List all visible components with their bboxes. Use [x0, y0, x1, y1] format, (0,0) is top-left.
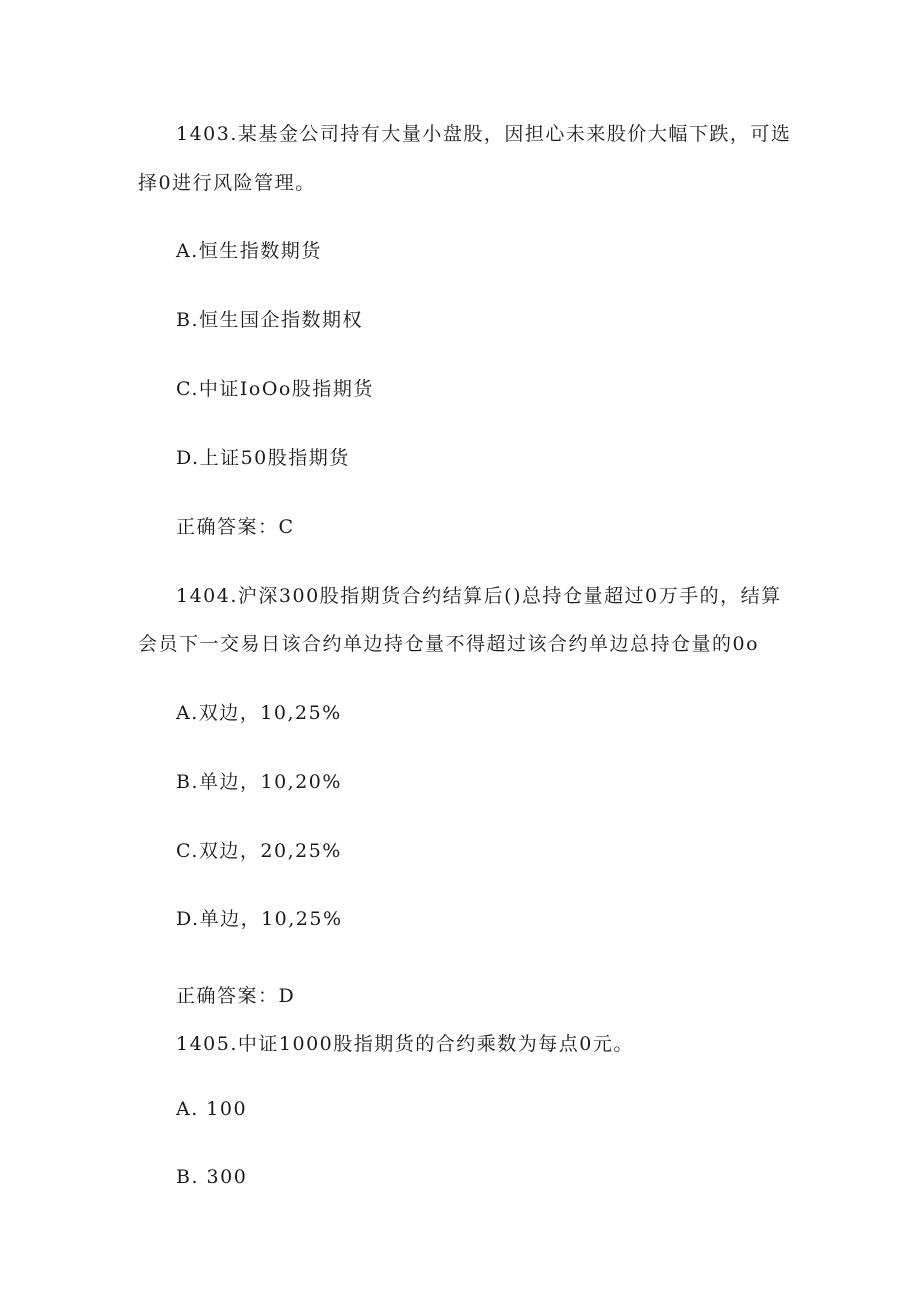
question-1403-stem-line2: 择0进行风险管理。: [138, 172, 316, 194]
question-1404-option-b: B.单边，10,20%: [176, 771, 342, 793]
question-1403-option-b: B.恒生国企指数期权: [176, 309, 364, 331]
question-1404-option-d: D.单边，10,25%: [176, 908, 343, 930]
question-1405-option-b: B. 300: [176, 1166, 248, 1188]
question-1404-option-c: C.双边，20,25%: [176, 840, 342, 862]
question-1404-stem-line2: 会员下一交易日该合约单边持仓量不得超过该合约单边总持仓量的0o: [138, 633, 760, 655]
question-1404-option-a: A.双边，10,25%: [176, 702, 342, 724]
question-1405-option-a: A. 100: [176, 1098, 248, 1120]
question-1404-answer: 正确答案：D: [176, 985, 296, 1007]
question-1404-stem-line1: 1404.沪深300股指期货合约结算后()总持仓量超过0万手的，结算: [176, 585, 782, 607]
question-1403-option-c: C.中证IoOo股指期货: [176, 378, 374, 400]
question-1403-option-a: A.恒生指数期货: [176, 240, 322, 262]
question-1403-stem-line1: 1403.某基金公司持有大量小盘股，因担心未来股价大幅下跌，可选: [176, 123, 792, 145]
question-1403-option-d: D.上证50股指期货: [176, 447, 350, 469]
question-1403-answer: 正确答案：C: [176, 516, 295, 538]
question-1405-stem-line1: 1405.中证1000股指期货的合约乘数为每点0元。: [176, 1033, 634, 1055]
